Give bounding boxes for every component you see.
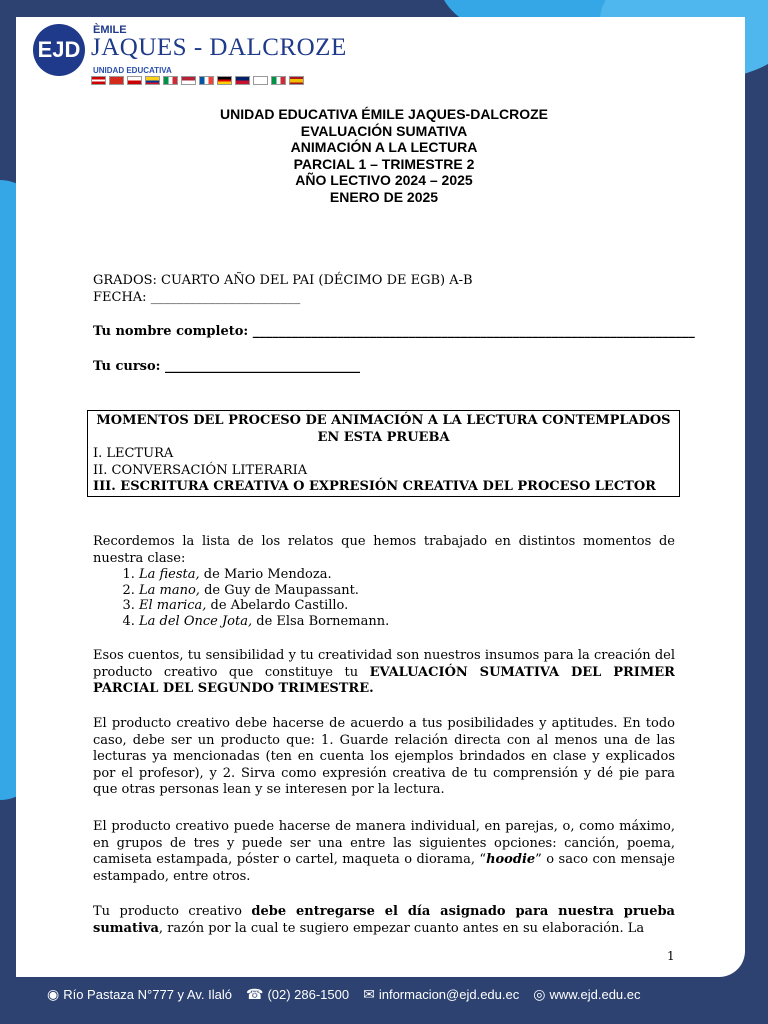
story-author: de Elsa Bornemann. <box>252 613 390 629</box>
flag-icon <box>127 76 142 85</box>
flag-icon <box>163 76 178 85</box>
logo-subtitle: UNIDAD EDUCATIVA <box>93 66 172 75</box>
flag-icon <box>217 76 232 85</box>
moment-creative-writing: III. ESCRITURA CREATIVA O EXPRESIÓN CREATIVA DEL PROCESO LECTOR <box>93 479 656 494</box>
list-item <box>139 614 675 630</box>
location-pin-icon: ◉ <box>47 985 60 1002</box>
paragraph-emphasis: hoodie <box>486 852 536 867</box>
footer-contact <box>47 984 655 1004</box>
story-author: de Abelardo Castillo. <box>206 598 349 613</box>
moment-reading: I. LECTURA <box>93 446 174 461</box>
flag-icon <box>235 76 250 85</box>
paragraph-bold: debe entregarse el día asignado para nuestra prueba sumativa <box>93 904 675 936</box>
address-text: Río Pastaza N°777 y Av. Ilaló <box>63 986 232 1002</box>
story-author: de Guy de Maupassant. <box>199 582 359 598</box>
web-text: www.ejd.edu.ec <box>549 986 641 1002</box>
flag-icon <box>91 76 106 85</box>
story-title: El marica, <box>139 598 207 613</box>
stories-intro: Recordemos la lista de los relatos que hemos trabajado en distintos momentos de nuestra clase: <box>93 534 675 566</box>
list-item <box>139 598 675 614</box>
story-title: La del Once Jota, <box>139 613 253 629</box>
logo-flags <box>91 76 304 85</box>
paragraph-text: , razón por la cual te sugiero empezar cuanto antes en su elaboración. La <box>158 920 645 936</box>
logo-emblem: EJD <box>33 24 85 76</box>
paragraph-text: Tu producto creativo <box>93 904 252 919</box>
globe-icon: ◎ <box>533 985 546 1002</box>
date-field[interactable]: FECHA: _______________________ <box>93 290 301 305</box>
footer-address <box>47 986 232 1003</box>
story-title: La mano, <box>139 582 200 598</box>
reading-moments-box <box>87 410 680 497</box>
paragraph-delivery <box>93 904 675 937</box>
paragraph-product-options <box>93 819 675 885</box>
envelope-icon: ✉ <box>363 985 375 1002</box>
paragraph-text: El producto creativo puede hacerse de manera individual, en parejas, o, como máximo, en grupos de tres y puede ser una entre las siguientes opciones: canción, poema, camiseta estampada, póster o cartel, maqueta o diorama, “ <box>93 819 675 867</box>
full-name-field[interactable]: Tu nombre completo: ____________________________________________________________________ <box>93 324 695 339</box>
heading-subject: ANIMACIÓN A LA LECTURA <box>290 139 478 155</box>
flag-icon <box>289 76 304 85</box>
grades-line: GRADOS: CUARTO AÑO DEL PAI (DÉCIMO DE EGB) A-B <box>93 273 473 288</box>
course-field[interactable]: Tu curso: ______________________________ <box>93 359 360 374</box>
paragraph-bold: EVALUACIÓN SUMATIVA DEL PRIMER PARCIAL DEL SEGUNDO TRIMESTRE. <box>93 664 675 696</box>
phone-text: (02) 286-1500 <box>267 986 350 1002</box>
logo-first-name: ÈMILE <box>93 24 127 36</box>
paragraph-inputs <box>93 648 675 698</box>
school-logo <box>33 24 347 88</box>
box-title: MOMENTOS DEL PROCESO DE ANIMACIÓN A LA LECTURA CONTEMPLADOS EN ESTA PRUEBA <box>96 413 671 445</box>
heading-evaluation: EVALUACIÓN SUMATIVA <box>300 122 468 139</box>
moment-conversation: II. CONVERSACIÓN LITERARIA <box>93 462 308 478</box>
paragraph-product-requirements: El producto creativo debe hacerse de acuerdo a tus posibilidades y aptitudes. En todo caso, debe ser un producto que: 1. Guarde relación directa con al menos una de las lecturas ya mencionadas (ten en cuenta los ejemplos brindados en clase y explicados por el profesor), y 2. Sirva como expresión creativa de tu comprensión y dé pie para que otras personas lean y se interesen por la lectura. <box>93 716 675 797</box>
heading-term: PARCIAL 1 – TRIMESTRE 2 <box>293 155 475 172</box>
flag-icon <box>253 76 268 85</box>
flag-icon <box>181 76 196 85</box>
flag-icon <box>109 76 124 85</box>
page-number: 1 <box>667 949 675 963</box>
phone-icon: ☎ <box>245 985 264 1002</box>
flag-icon <box>271 76 286 85</box>
footer-web[interactable] <box>533 986 640 1003</box>
logo-name: JAQUES - DALCROZE <box>91 34 347 61</box>
list-item <box>139 567 675 583</box>
stories-list-container <box>93 567 675 629</box>
paragraph-text: ” o saco con mensaje estampado, entre otros. <box>93 852 675 884</box>
heading-school: UNIDAD EDUCATIVA ÉMILE JAQUES-DALCROZE <box>220 106 548 122</box>
stories-list <box>93 567 675 629</box>
flag-icon <box>145 76 160 85</box>
email-text: informacion@ejd.edu.ec <box>378 986 520 1002</box>
document-heading <box>0 106 768 205</box>
story-author: de Mario Mendoza. <box>199 567 332 582</box>
footer-phone <box>246 986 349 1003</box>
paragraph-text: Esos cuentos, tu sensibilidad y tu creatividad son nuestros insumos para la creación del producto creativo que constituye tu <box>93 648 675 680</box>
story-title: La fiesta, <box>139 567 200 582</box>
heading-year: AÑO LECTIVO 2024 – 2025 <box>295 172 473 188</box>
flag-icon <box>199 76 214 85</box>
heading-date: ENERO DE 2025 <box>329 188 439 205</box>
footer-email[interactable] <box>363 986 519 1003</box>
list-item <box>139 583 675 599</box>
